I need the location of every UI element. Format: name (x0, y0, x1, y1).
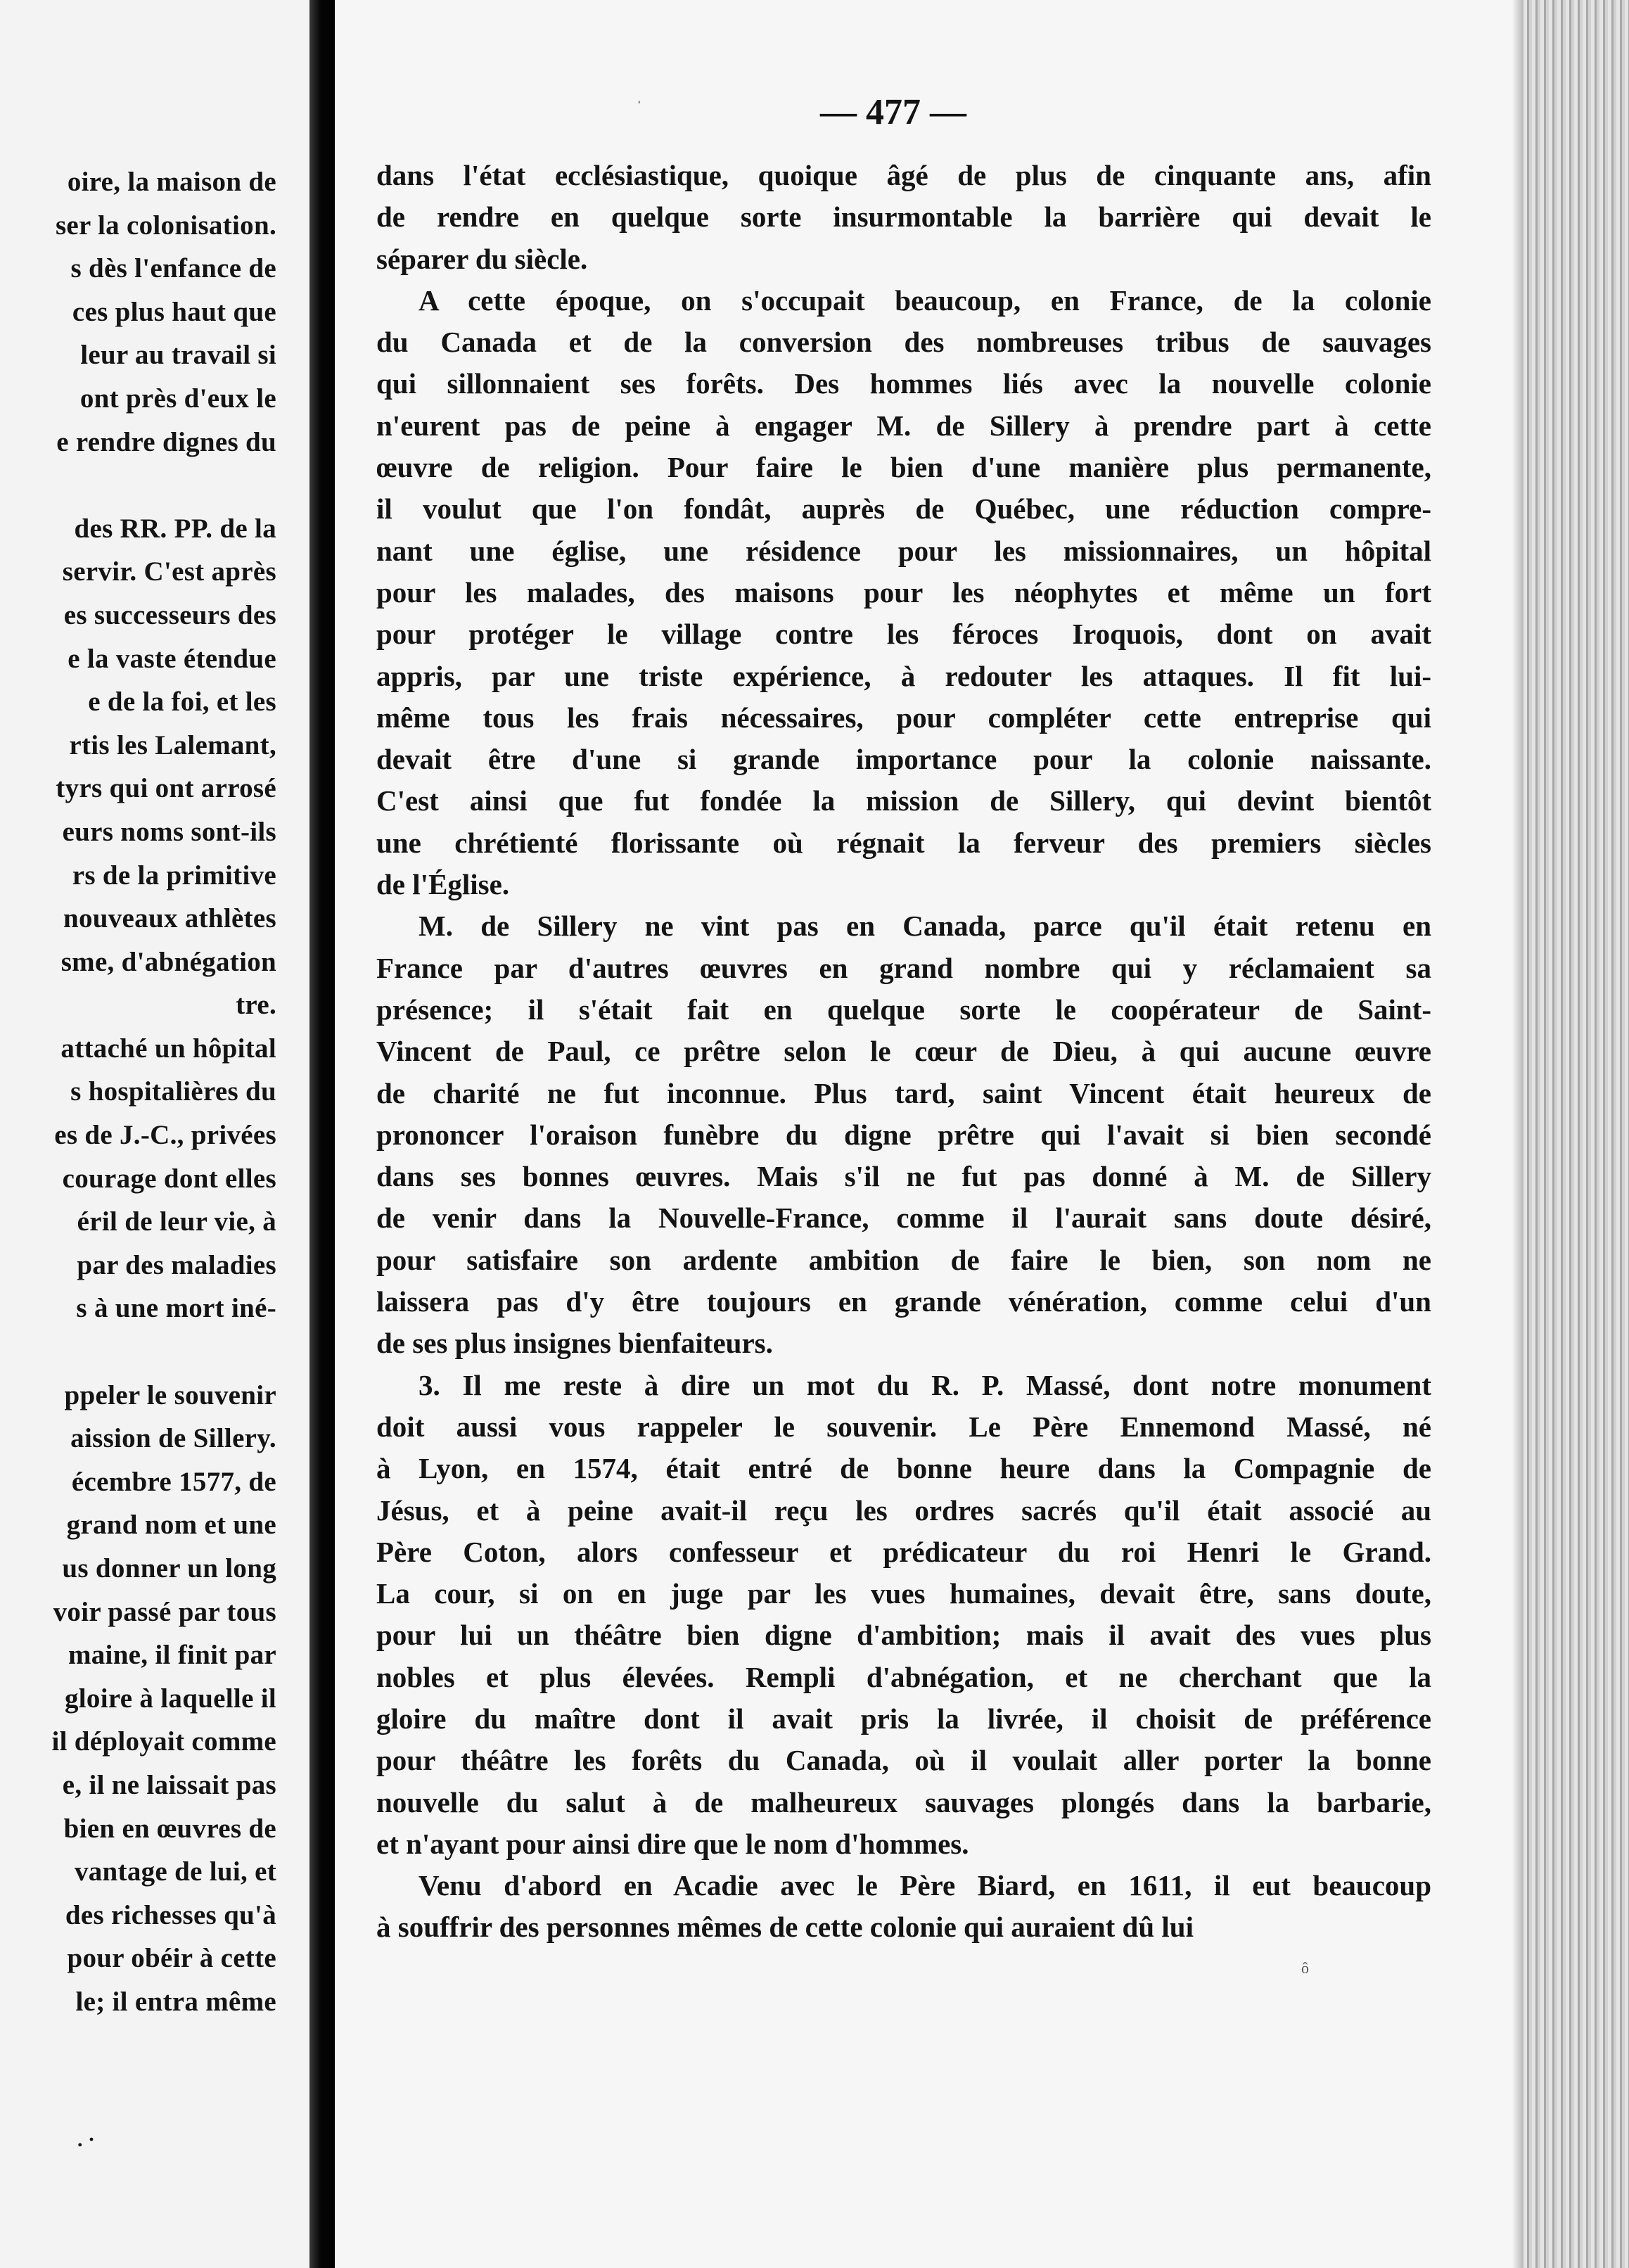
text-line: Jésus, et à peine avait-il reçu les ordres sacrés qu'il était associé au (376, 1493, 1431, 1527)
margin-mark: ô (1301, 1959, 1309, 1977)
text-line: de l'Église. (376, 868, 510, 901)
left-page-line: e de la foi, et les (88, 687, 276, 718)
text-line: Père Coton, alors confesseur et prédicateur du roi Henri le Grand. (376, 1535, 1431, 1568)
left-page-line: e rendre dignes du (56, 426, 276, 457)
text-line: nobles et plus élevées. Rempli d'abnégation, et ne cherchant que la (376, 1660, 1431, 1693)
text-line: pour satisfaire son ardente ambition de faire le bien, son nom ne (376, 1243, 1431, 1276)
left-page-line: ppeler le souvenir (64, 1380, 276, 1410)
text-line: même tous les frais nécessaires, pour compléter cette entreprise qui (376, 701, 1431, 734)
left-page-line: pour obéir à cette (67, 1943, 276, 1974)
left-page-line: rtis les Lalemant, (69, 730, 276, 760)
left-page-line: tre. (236, 990, 276, 1021)
left-page (0, 0, 315, 2268)
left-page-line: servir. C'est après (62, 556, 276, 587)
left-page-line: us donner un long (62, 1553, 276, 1584)
text-line: œuvre de religion. Pour faire le bien d'une manière plus permanente, (376, 451, 1431, 484)
left-page-line: écembre 1577, de (71, 1466, 276, 1497)
text-line: prononcer l'oraison funèbre du digne prêtre qui l'avait si bien secondé (376, 1118, 1431, 1151)
text-line: La cour, si on en juge par les vues humaines, devait être, sans doute, (376, 1577, 1431, 1610)
text-line: de charité ne fut inconnue. Plus tard, saint Vincent était heureux de (376, 1076, 1431, 1109)
text-line: 3. Il me reste à dire un mot du R. P. Massé, dont notre monument (419, 1368, 1431, 1401)
text-line: de ses plus insignes bienfaiteurs. (376, 1327, 773, 1360)
left-page-line (0, 464, 276, 507)
text-line: qui sillonnaient ses forêts. Des hommes liés avec la nouvelle colonie (376, 367, 1431, 400)
left-page-line: s dès l'enfance de (70, 253, 276, 284)
text-line: Vincent de Paul, ce prêtre selon le cœur de Dieu, à qui aucune œuvre (376, 1035, 1431, 1068)
text-line: à Lyon, en 1574, était entré de bonne heure dans la Compagnie de (376, 1452, 1431, 1485)
text-line: nouvelle du salut à de malheureux sauvages plongés dans la barbarie, (376, 1785, 1431, 1818)
left-page-line: éril de leur vie, à (77, 1206, 276, 1237)
left-page-line: grand nom et une (66, 1510, 276, 1541)
left-page-text (0, 160, 276, 2024)
right-page-text (376, 155, 1431, 1949)
left-page-line: des richesses qu'à (65, 1899, 276, 1930)
text-line: nant une église, une résidence pour les missionnaires, un hôpital (376, 534, 1431, 567)
left-page-line: oire, la maison de (67, 167, 276, 197)
left-page-line: es de J.-C., privées (54, 1120, 276, 1151)
left-page-line: courage dont elles (62, 1163, 276, 1194)
left-page-line: ont près d'eux le (79, 383, 276, 414)
left-page-line: es successeurs des (63, 599, 276, 630)
text-line: séparer du siècle. (376, 242, 588, 275)
left-page-line: tyrs qui ont arrosé (56, 773, 276, 804)
text-line: doit aussi vous rappeler le souvenir. Le Père Ennemond Massé, né (376, 1410, 1431, 1443)
text-line: de venir dans la Nouvelle-France, comme il l'aurait sans doute désiré, (376, 1202, 1431, 1235)
text-line: C'est ainsi que fut fondée la mission de Sillery, qui devint bientôt (376, 784, 1431, 817)
left-page-line: s hospitalières du (70, 1076, 276, 1107)
text-line: il voulut que l'on fondât, auprès de Québec, une réduction compre- (376, 492, 1431, 525)
text-line: dans l'état ecclésiastique, quoique âgé de plus de cinquante ans, afin (376, 159, 1431, 191)
left-page-line: vantage de lui, et (74, 1856, 276, 1887)
stacked-page-edges (1523, 0, 1629, 2268)
text-line: à souffrir des personnes mêmes de cette colonie qui auraient dû lui (376, 1911, 1194, 1944)
text-line: A cette époque, on s'occupait beaucoup, en France, de la colonie (419, 284, 1431, 317)
left-page-line (0, 1330, 276, 1374)
book-gutter (309, 0, 338, 2268)
left-page-line: s à une mort iné- (76, 1293, 276, 1324)
text-line: devait être d'une si grande importance pour la colonie naissante. (376, 743, 1431, 776)
left-page-marks: . · (77, 2128, 96, 2151)
left-page-line: e, il ne laissait pas (62, 1769, 276, 1800)
left-page-line: nouveaux athlètes (63, 903, 276, 934)
left-page-line: par des maladies (77, 1249, 276, 1280)
text-line: Venu d'abord en Acadie avec le Père Biard, en 1611, il eut beaucoup (419, 1869, 1431, 1902)
text-line: et n'ayant pour ainsi dire que le nom d'hommes. (376, 1827, 969, 1860)
left-page-line: voir passé par tous (53, 1596, 276, 1627)
text-line: pour théâtre les forêts du Canada, où il voulait aller porter la bonne (376, 1744, 1431, 1777)
left-page-line: ser la colonisation. (55, 210, 276, 241)
left-page-line: e la vaste étendue (68, 643, 276, 674)
text-line: du Canada et de la conversion des nombreuses tribus de sauvages (376, 326, 1431, 359)
text-line: de rendre en quelque sorte insurmontable la barrière qui devait le (376, 200, 1431, 234)
text-line: présence; il s'était fait en quelque sorte le coopérateur de Saint- (376, 993, 1431, 1026)
left-page-line: aission de Sillery. (70, 1423, 276, 1454)
page-number: — 477 — (820, 92, 966, 132)
text-line: appris, par une triste expérience, à redouter les attaques. Il fit lui- (376, 659, 1431, 692)
text-line: France par d'autres œuvres en grand nombre qui y réclamaient sa (376, 951, 1431, 984)
left-page-line: maine, il finit par (68, 1640, 276, 1671)
text-line: pour lui un théâtre bien digne d'ambition; mais il avait des vues plus (376, 1619, 1431, 1652)
text-line: gloire du maître dont il avait pris la livrée, il choisit de préférence (376, 1702, 1431, 1735)
text-line: dans ses bonnes œuvres. Mais s'il ne fut pas donné à M. de Sillery (376, 1160, 1431, 1193)
text-line: une chrétienté florissante où régnait la ferveur des premiers siècles (376, 826, 1431, 859)
text-line: n'eurent pas de peine à engager M. de Sillery à prendre part à cette (376, 409, 1431, 442)
text-line: laissera pas d'y être toujours en grande vénération, comme celui d'un (376, 1285, 1431, 1318)
scan-speck: ˌ (637, 86, 642, 103)
text-line: M. de Sillery ne vint pas en Canada, parce qu'il était retenu en (419, 910, 1431, 943)
left-page-line: eurs noms sont-ils (62, 816, 276, 847)
text-line: pour les malades, des maisons pour les néophytes et même un fort (376, 575, 1431, 609)
left-page-line: ces plus haut que (72, 296, 276, 327)
left-page-line: bien en œuvres de (63, 1813, 276, 1844)
left-page-line: il déployait comme (51, 1726, 276, 1757)
left-page-line: le; il entra même (75, 1986, 276, 2017)
text-line: pour protéger le village contre les féroces Iroquois, dont on avait (376, 618, 1431, 651)
left-page-line: attaché un hôpital (60, 1033, 276, 1064)
left-page-line: rs de la primitive (72, 860, 276, 891)
left-page-line: leur au travail si (80, 340, 276, 371)
left-page-line: des RR. PP. de la (74, 513, 276, 544)
left-page-line: gloire à laquelle il (64, 1683, 276, 1714)
left-page-line: sme, d'abnégation (60, 946, 276, 977)
